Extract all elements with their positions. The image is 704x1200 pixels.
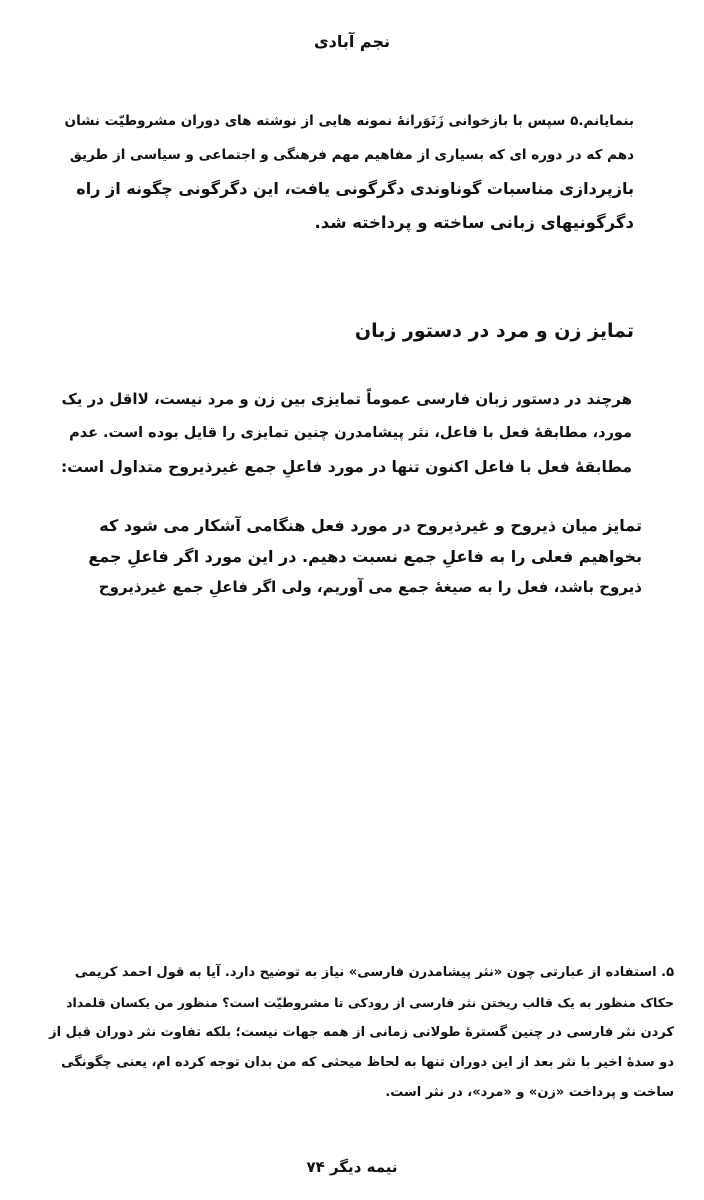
section-heading: تمایز زن و مرد در دستور زبان — [354, 320, 634, 342]
intro-line: بازپردازی مناسبات گوناوندی دگرگونی یافت، این دگرگونی چگونه از راه — [76, 179, 634, 198]
quote-line: تمایز میان ذیروح و غیرذیروح در مورد فعل هنگامی آشکار می شود که — [99, 516, 642, 535]
intro-line: دهم که در دوره ای که بسیاری از مفاهیم مهم فرهنگی و اجتماعی و سیاسی از طریق — [69, 147, 634, 163]
body-line: هرچند در دستور زبان فارسی عموماً تمایزی بین زن و مرد نیست، لااقل در یک — [61, 390, 632, 408]
running-header: نجم آبادی — [313, 32, 391, 51]
intro-line: دگرگونیهای زبانی ساخته و پرداخته شد. — [314, 213, 634, 232]
footnote-line: دو سدهٔ اخیر با نثر بعد از این دوران تنها به لحاظ میحثی که من بدان توجه کرده ام، یعنی چگونگی — [61, 1055, 674, 1070]
footnote-line: ساخت و پرداخت «زن» و «مرد»، در نثر است. — [385, 1085, 674, 1100]
body-paragraph — [60, 382, 632, 484]
body-line: مطابقهٔ فعل با فاعل اکنون تنها در مورد فاعلِ جمع غیرذیروح متداول است: — [60, 458, 632, 476]
footnote — [44, 958, 674, 1108]
quote-line: بخواهیم فعلی را به فاعلِ جمع نسبت دهیم. در این مورد اگر فاعلِ جمع — [88, 547, 642, 566]
intro-paragraph — [60, 104, 634, 240]
intro-line: بنمایانم.۵ سپس با بازخوانی زَنَوَرانهٔ نمونه هایی از نوشته های دوران مشروطیّت نشان — [64, 113, 634, 129]
page-footer: نیمه دیگر ۷۴ — [306, 1158, 398, 1176]
footnote-line: کردن نثر فارسی در چنین گسترهٔ طولانی زمانی از همه جهات نیست؛ بلکه تفاوت نثر دوران قبل از — [49, 1025, 674, 1040]
footnote-line: حکاک منظور به یک قالب ریختن نثر فارسی از رودکی تا مشروطیّت است؟ منظور من یکسان قلمداد — [66, 995, 674, 1010]
quote-line: ذیروح باشد، فعل را به صیغهٔ جمع می آوریم، ولی اگر فاعلِ جمع غیرذیروح — [98, 578, 642, 596]
footnote-line: ۵. استفاده از عبارتی چون «نثر پیشامدرن فارسی» نیاز به توضیح دارد. آیا به قول احمد کریمی — [74, 965, 674, 980]
body-line: مورد، مطابقهٔ فعل با فاعل، نثر پیشامدرن چنین تمایزی را قایل بوده است. عدم — [69, 425, 632, 441]
block-quote — [85, 510, 642, 603]
